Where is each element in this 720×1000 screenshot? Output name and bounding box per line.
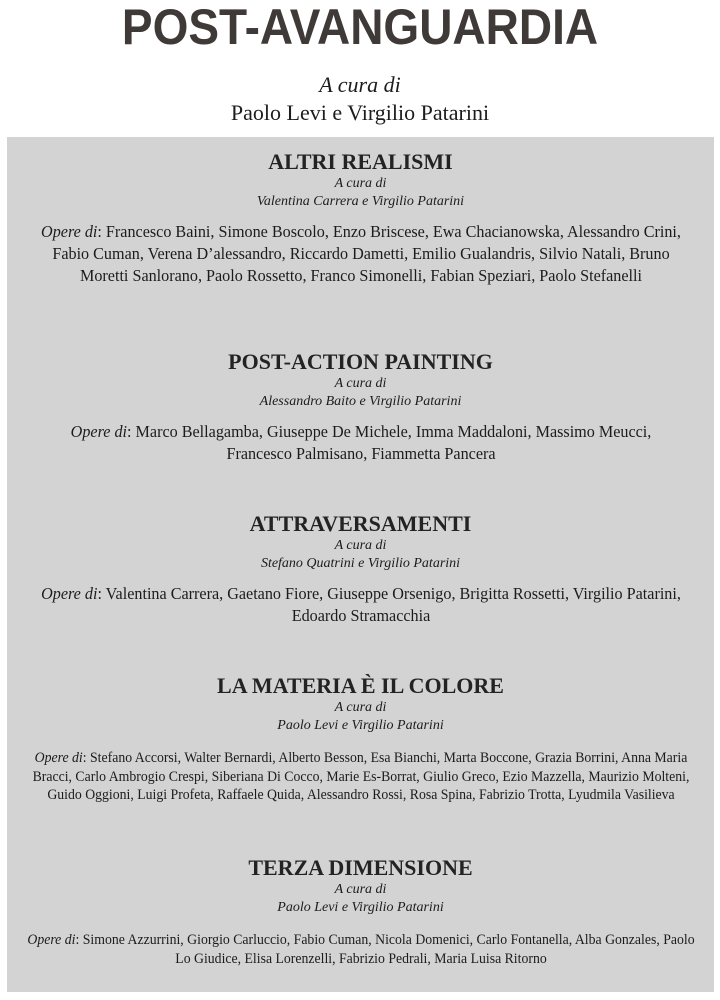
works-label: Opere di bbox=[34, 750, 83, 766]
works-list: : Simone Azzurrini, Giorgio Carluccio, Fabio Cuman, Nicola Domenici, Carlo Fontanella, Alba Gonzales, Paolo Lo Giudice, Elisa Lorenzelli, Fabrizio Pedrali, Maria Luisa Ritorno bbox=[75, 932, 695, 967]
section-works bbox=[38, 221, 684, 287]
section-works bbox=[19, 749, 703, 805]
section-altri-realismi bbox=[7, 149, 714, 287]
section-curators: Paolo Levi e Virgilio Patarini bbox=[277, 900, 444, 915]
main-curators: Paolo Levi e Virgilio Patarini bbox=[230, 100, 490, 125]
section-title: TERZA DIMENSIONE bbox=[248, 855, 473, 880]
main-acura-label: A cura di bbox=[319, 72, 401, 97]
section-acura-label: A cura di bbox=[334, 700, 387, 715]
section-acura-label: A cura di bbox=[334, 538, 387, 553]
works-label: Opere di bbox=[70, 422, 127, 441]
works-list: : Valentina Carrera, Gaetano Fiore, Giuseppe Orsenigo, Brigitta Rossetti, Virgilio Patarini, Edoardo Stramacchia bbox=[96, 584, 681, 625]
section-curators: Alessandro Baito e Virgilio Patarini bbox=[259, 394, 462, 409]
section-works bbox=[33, 583, 689, 627]
works-label: Opere di bbox=[40, 222, 97, 241]
section-acura-label: A cura di bbox=[334, 882, 387, 897]
section-title: LA MATERIA È IL COLORE bbox=[217, 673, 504, 698]
section-acura-label: A cura di bbox=[334, 376, 387, 391]
section-title: POST-ACTION PAINTING bbox=[228, 349, 493, 374]
main-title: POST-AVANGUARDIA bbox=[121, 0, 599, 55]
section-post-action-painting bbox=[7, 349, 714, 465]
section-works bbox=[38, 421, 684, 465]
section-la-materia-e-il-colore bbox=[7, 673, 714, 805]
section-attraversamenti bbox=[7, 511, 714, 627]
works-label: Opere di bbox=[27, 932, 76, 948]
section-works bbox=[19, 931, 703, 968]
works-list: : Marco Bellagamba, Giuseppe De Michele, Imma Maddaloni, Massimo Meucci, Francesco Palmisano, Fiammetta Pancera bbox=[126, 422, 651, 463]
sections-panel bbox=[7, 137, 714, 992]
section-curators: Valentina Carrera e Virgilio Patarini bbox=[256, 194, 465, 209]
works-list: : Stefano Accorsi, Walter Bernardi, Alberto Besson, Esa Bianchi, Marta Boccone, Grazia Borrini, Anna Maria Bracci, Carlo Ambrogio Crespi, Siberiana Di Cocco, Marie Es-Borrat, Giulio Greco, Ezio Mazzella, Maurizio Molteni, Guido Oggioni, Luigi Profeta, Raffaele Quida, Alessandro Rossi, Rosa Spina, Fabrizio Trotta, Lyudmila Vasilieva bbox=[32, 750, 690, 803]
works-list: : Francesco Baini, Simone Boscolo, Enzo Briscese, Ewa Chacianowska, Alessandro Crini, Fabio Cuman, Verena D’alessandro, Riccardo Dametti, Emilio Gualandris, Silvio Natali, Bruno Moretti Sanlorano, Paolo Rossetto, Franco Simonelli, Fabian Speziari, Paolo Stefanelli bbox=[51, 222, 681, 285]
section-curators: Stefano Quatrini e Virgilio Patarini bbox=[260, 556, 461, 571]
section-title: ATTRAVERSAMENTI bbox=[249, 511, 472, 536]
section-title: ALTRI REALISMI bbox=[268, 149, 453, 174]
works-label: Opere di bbox=[40, 584, 97, 603]
section-terza-dimensione bbox=[7, 855, 714, 968]
section-curators: Paolo Levi e Virgilio Patarini bbox=[277, 718, 444, 733]
section-acura-label: A cura di bbox=[334, 176, 387, 191]
